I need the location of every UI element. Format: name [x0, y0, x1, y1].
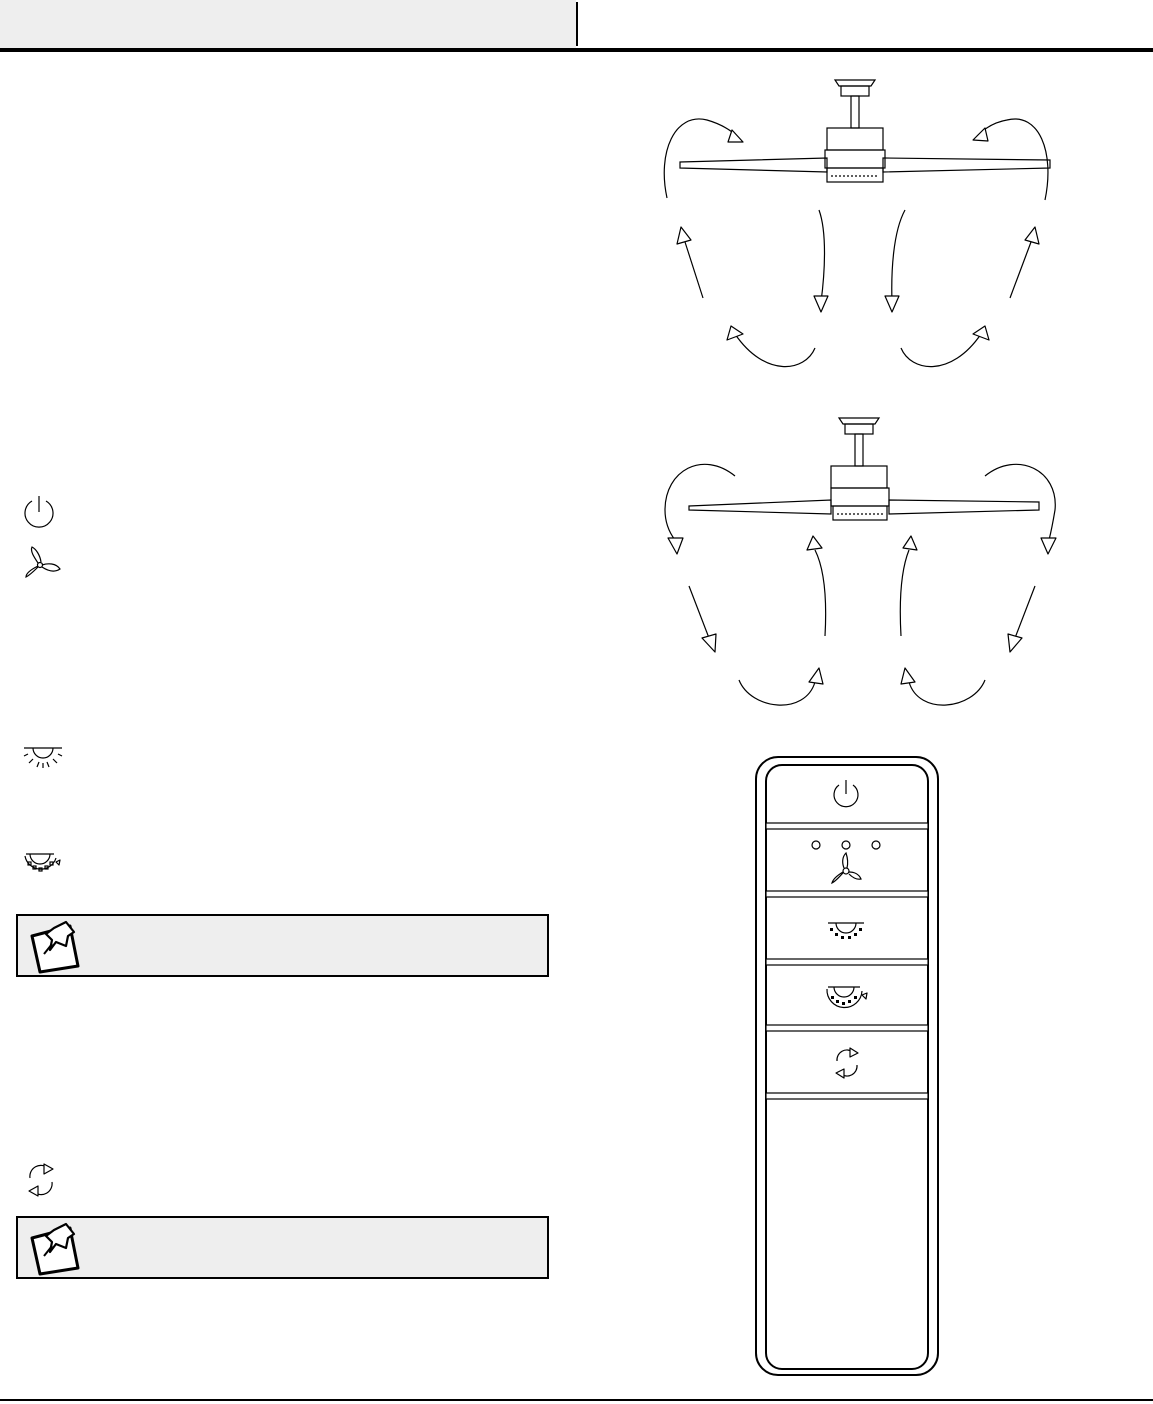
speed-indicator-medium — [842, 841, 850, 849]
header-left-panel — [0, 0, 576, 48]
remote-light-button[interactable] — [826, 917, 866, 945]
remote-control — [754, 755, 940, 1379]
speed-indicator-low — [812, 841, 820, 849]
footer-rule — [0, 1399, 1153, 1401]
note-box-2 — [16, 1216, 549, 1279]
fan-diagram-updraft — [655, 72, 1075, 382]
note-box-1 — [16, 914, 549, 977]
reverse-icon — [22, 1160, 60, 1200]
fan-icon — [20, 545, 66, 581]
remote-power-button[interactable] — [829, 777, 863, 811]
remote-reverse-button[interactable] — [830, 1045, 864, 1081]
pushpin-note-icon — [26, 920, 88, 976]
power-icon — [20, 492, 58, 530]
remote-fan-speed-button[interactable] — [804, 839, 890, 889]
fan-diagram-downdraft — [655, 410, 1075, 720]
pushpin-note-icon — [26, 1222, 88, 1278]
speed-indicator-high — [872, 841, 880, 849]
dimmer-icon — [22, 848, 64, 880]
page-header — [0, 0, 1153, 50]
header-rule — [0, 48, 1153, 52]
header-divider — [576, 2, 578, 46]
light-icon — [22, 742, 64, 770]
remote-dimmer-button[interactable] — [824, 981, 870, 1013]
